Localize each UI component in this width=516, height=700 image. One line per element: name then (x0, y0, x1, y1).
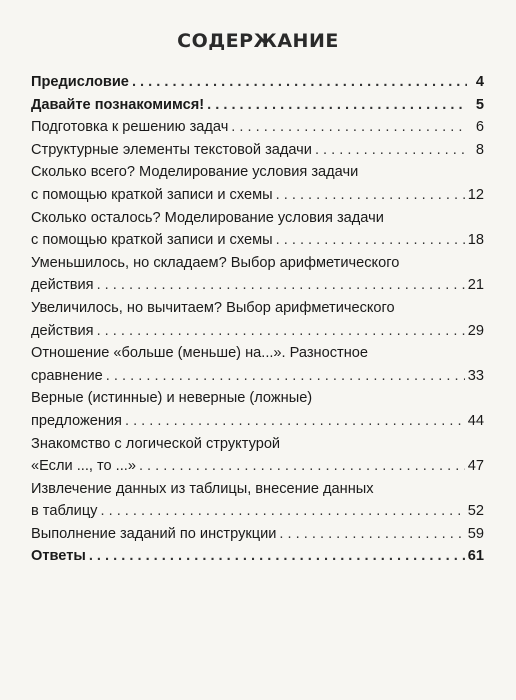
toc-entry-line (31, 545, 484, 568)
toc-entry-text: сравнение (31, 367, 103, 384)
table-of-contents (31, 71, 484, 568)
toc-page-number: 52 (467, 503, 484, 520)
toc-entry-text: Знакомство с логической структурой (31, 435, 281, 452)
toc-entry-line (31, 252, 484, 275)
dot-leader (207, 94, 467, 117)
toc-entry-text: Предисловие (31, 74, 129, 90)
toc-entry-text: Уменьшилось, но складаем? Выбор арифметического (31, 254, 400, 271)
toc-entry-text: Сколько всего? Моделирование условия задачи (31, 164, 359, 181)
dot-leader (276, 229, 465, 252)
toc-page-number: 33 (467, 367, 484, 384)
toc-page-number: 6 (475, 119, 484, 136)
toc-entry (31, 478, 484, 523)
toc-entry (31, 433, 484, 478)
toc-entry-line (31, 320, 484, 343)
toc-entry-line (31, 455, 484, 478)
toc-entry (31, 94, 484, 117)
dot-leader (276, 184, 465, 207)
toc-page-number: 59 (467, 525, 484, 542)
toc-entry (31, 252, 484, 297)
dot-leader (139, 455, 465, 478)
toc-entry (31, 297, 484, 342)
dot-leader (97, 320, 465, 343)
toc-entry-text: Структурные элементы текстовой задачи (31, 141, 312, 158)
toc-page-number: 18 (467, 232, 484, 249)
toc-entry-line (31, 342, 484, 365)
dot-leader (106, 365, 465, 388)
toc-page-number: 47 (467, 458, 484, 475)
toc-entry-line (31, 274, 484, 297)
toc-entry-line (31, 161, 484, 184)
dot-leader (231, 116, 467, 139)
dot-leader (100, 500, 464, 523)
toc-entry-text: Сколько осталось? Моделирование условия задачи (31, 209, 384, 226)
toc-entry (31, 116, 484, 139)
toc-entry (31, 71, 484, 94)
toc-entry-line (31, 478, 484, 501)
toc-entry-text: «Если ..., то ...» (31, 458, 136, 475)
toc-entry-text: предложения (31, 412, 122, 429)
toc-entry-line (31, 523, 484, 546)
toc-entry-line (31, 116, 484, 139)
toc-page-number: 4 (475, 74, 484, 90)
toc-entry-line (31, 139, 484, 162)
toc-entry-text: с помощью краткой записи и схемы (31, 232, 273, 249)
toc-entry (31, 207, 484, 252)
dot-leader (132, 71, 467, 94)
toc-entry-line (31, 184, 484, 207)
page-title: СОДЕРЖАНИЕ (177, 30, 339, 52)
toc-entry-line (31, 71, 484, 94)
toc-entry (31, 161, 484, 206)
toc-entry-text: Отношение «больше (меньше) на...». Разностное (31, 345, 369, 362)
toc-entry-text: действия (31, 322, 94, 339)
toc-entry-line (31, 387, 484, 410)
toc-entry (31, 342, 484, 387)
toc-entry (31, 545, 484, 568)
dot-leader (315, 139, 467, 162)
dot-leader (279, 523, 464, 546)
toc-entry-text: Извлечение данных из таблицы, внесение данных (31, 480, 374, 497)
toc-entry-line (31, 297, 484, 320)
toc-page-number: 8 (475, 141, 484, 158)
dot-leader (125, 410, 465, 433)
toc-page-number: 44 (467, 412, 484, 429)
toc-entry-line (31, 207, 484, 230)
toc-entry-line (31, 229, 484, 252)
toc-page-number: 29 (467, 322, 484, 339)
toc-entry-text: действия (31, 277, 94, 294)
toc-entry (31, 523, 484, 546)
dot-leader (89, 545, 465, 568)
toc-entry-line (31, 500, 484, 523)
toc-entry-text: Увеличилось, но вычитаем? Выбор арифметического (31, 299, 395, 316)
toc-entry-text: Подготовка к решению задач (31, 119, 229, 136)
toc-page-number: 5 (475, 96, 484, 113)
toc-entry-line (31, 365, 484, 388)
toc-entry-text: Давайте познакомимся! (31, 96, 205, 113)
toc-entry-text: с помощью краткой записи и схемы (31, 186, 273, 203)
toc-entry-text: Верные (истинные) и неверные (ложные) (31, 390, 313, 407)
toc-entry-line (31, 433, 484, 456)
toc-page-number: 12 (467, 186, 484, 203)
dot-leader (97, 274, 465, 297)
toc-entry (31, 387, 484, 432)
toc-page-number: 21 (467, 277, 484, 294)
toc-entry-text: Ответы (31, 548, 86, 565)
toc-entry-line (31, 410, 484, 433)
toc-page-number: 61 (467, 548, 484, 565)
toc-entry-line (31, 94, 484, 117)
toc-entry-text: Выполнение заданий по инструкции (31, 525, 277, 542)
toc-entry (31, 139, 484, 162)
toc-entry-text: в таблицу (31, 503, 98, 520)
